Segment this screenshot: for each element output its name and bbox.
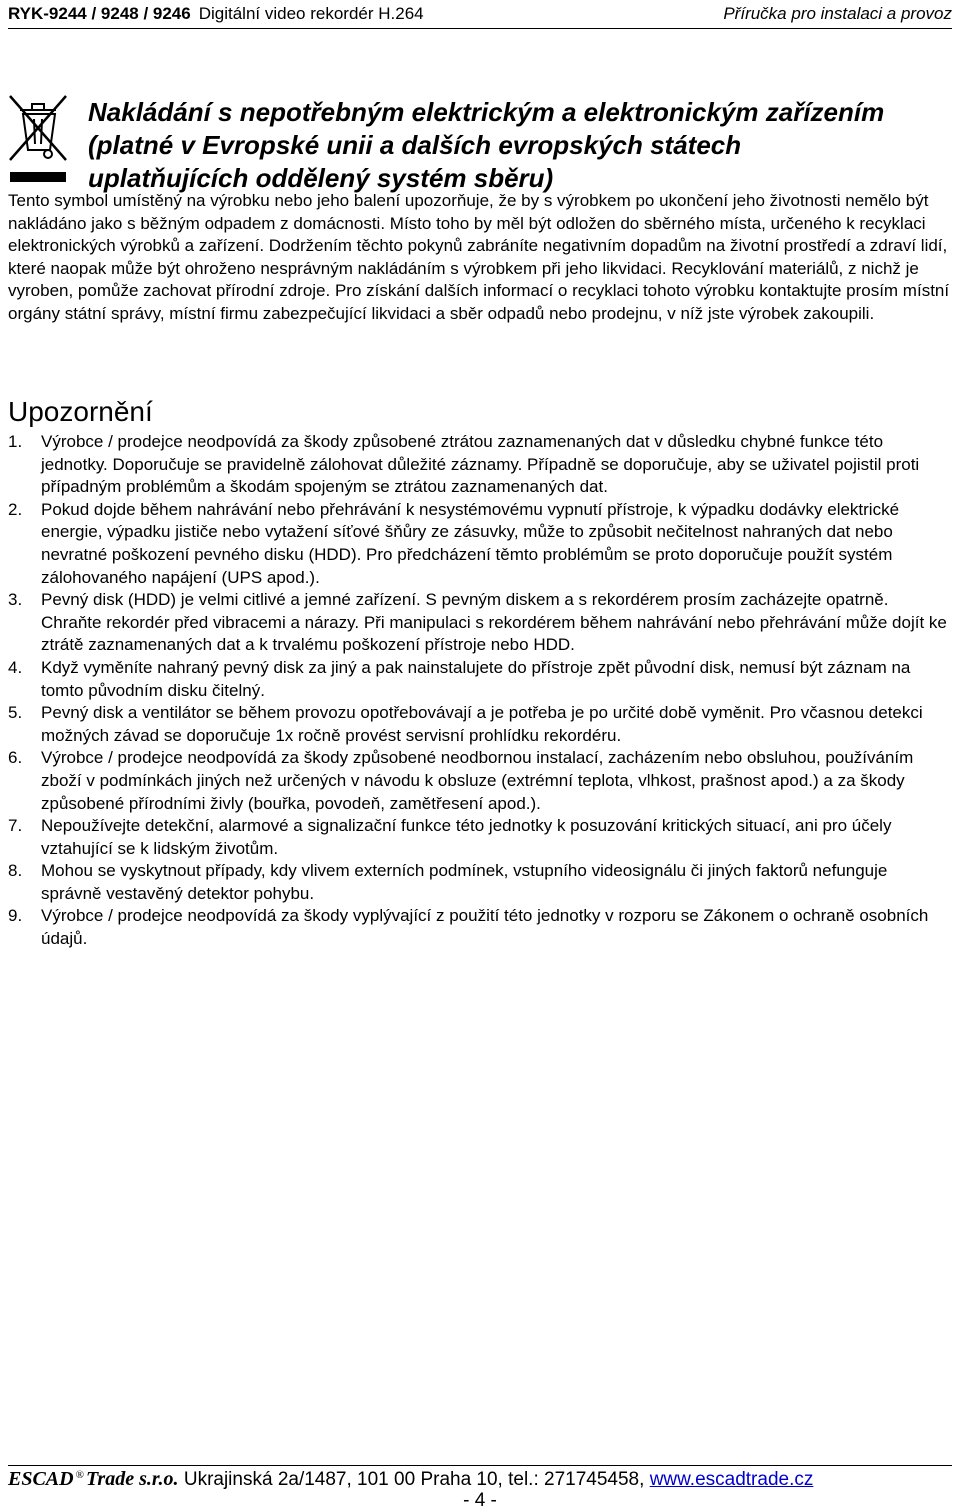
warning-number: 7.: [8, 816, 23, 836]
warning-item: [8, 905, 952, 950]
weee-title-line: Nakládání s nepotřebným elektrickým a elektronickým zařízením: [88, 97, 885, 127]
weee-title: [88, 96, 948, 195]
warning-number: 2.: [8, 499, 23, 519]
warning-number: 9.: [8, 906, 23, 926]
crossed-out-wheelie-bin-icon: [6, 94, 70, 184]
page-header: [8, 0, 952, 29]
warning-item: [8, 499, 952, 589]
warning-item: [8, 589, 952, 657]
registered-mark: ®: [75, 1468, 84, 1481]
warning-number: 5.: [8, 703, 23, 723]
warnings-list: [8, 431, 952, 951]
website-link[interactable]: www.escadtrade.cz: [649, 1469, 814, 1490]
warning-number: 8.: [8, 861, 23, 881]
warning-text: Pevný disk a ventilátor se během provozu opotřebovávají a je potřeba je po určité době vyměnit. Pro včasnou detekci možných závad se doporučuje 1x ročně provést servisní prohlídku rekordéru.: [41, 703, 923, 745]
warning-item: [8, 657, 952, 702]
warning-item: [8, 747, 952, 815]
weee-title-line: (platné v Evropské unii a dalších evropských státech: [88, 130, 742, 160]
warning-text: Výrobce / prodejce neodpovídá za škody způsobené neodbornou instalací, zacházením nebo obsluhou, používáním zboží v podmínkách jiných než určených v návodu k obsluze (extrémní teplota, vlhkost, prašnost apod.) a za škody způsobené přírodními živly (bouřka, povodeň, zamětřesení apod.).: [41, 748, 914, 813]
page-footer: [8, 1465, 952, 1491]
warning-item: [8, 702, 952, 747]
warning-item: [8, 815, 952, 860]
header-models: RYK-9244 / 9248 / 9246: [8, 4, 191, 23]
header-product: Digitální video rekordér H.264: [198, 4, 424, 23]
warnings-heading: Upozornění: [8, 396, 153, 427]
warning-item: [8, 431, 952, 499]
warning-text: Výrobce / prodejce neodpovídá za škody způsobené ztrátou zaznamenaných dat v důsledku chybné funkce této jednotky. Doporučuje se pravidelně zálohovat důležité záznamy. Případně se doporučuje, aby se uživatel pojistil proti případným problémům a škodám spojeným se ztrátou zaznamenaných dat.: [41, 432, 920, 497]
warning-text: Pevný disk (HDD) je velmi citlivé a jemné zařízení. S pevným diskem a s rekordérem prosím zacházejte opatrně. Chraňte rekordér před vibracemi a nárazy. Při manipulaci s rekordérem během nahrávání nebo přehrávání může dojít ke ztrátě zaznamenaných dat a k trvalému poškození přístroje nebo HDD.: [41, 590, 947, 655]
weee-paragraph: Tento symbol umístěný na výrobku nebo jeho balení upozorňuje, že by s výrobkem po ukončení jeho životnosti nemělo být nakládáno jako s běžným odpadem z domácnosti. Místo toho by měl být odložen do sběrného místa, určeného k recyklaci elektronických výrobků a zařízení. Dodržením těchto pokynů zabráníte negativním dopadům na životní prostředí a zdraví lidí, které naopak může být ohroženo nesprávným nakládáním s výrobkem při jeho likvidaci. Recyklování materiálů, z nichž je vyroben, pomůže zachovat přírodní zdroje. Pro získání dalších informací o recyklaci tohoto výrobku kontaktujte prosím místní orgány státní správy, místní firmu zabezpečující likvidaci a sběr odpadů nebo prodejnu, v níž jste výrobek zakoupili.: [8, 191, 950, 323]
warning-item: [8, 860, 952, 905]
warning-text: Pokud dojde během nahrávání nebo přehrávání k nesystémovému vypnutí přístroje, k výpadku dodávky elektrické energie, výpadku jističe nebo vytažení síťové šňůry ze zásuvky, může to způsobit nečitelnost nahraných dat nebo nevratné poškození pevného disku (HDD). Pro předcházení těmto problémům se proto doporučuje použít systém zálohovaného napájení (UPS apod.).: [41, 499, 900, 587]
warning-text: Nepoužívejte detekční, alarmové a signalizační funkce této jednotky k posuzování kritických situací, ani pro účely vztahující se k lidským životům.: [41, 816, 892, 858]
warning-text: Když vyměníte nahraný pevný disk za jiný a pak nainstalujete do přístroje zpět původní disk, nemusí být záznam na tomto původním disku čitelný.: [41, 657, 911, 700]
warning-text: Výrobce / prodejce neodpovídá za škody vyplývající z použití této jednotky v rozporu se Zákonem o ochraně osobních údajů.: [41, 906, 929, 949]
company-address: Ukrajinská 2a/1487, 101 00 Praha 10, tel.: 271745458,: [183, 1469, 645, 1490]
warning-number: 3.: [8, 590, 23, 610]
warning-number: 4.: [8, 657, 23, 677]
company-name-rest: Trade s.r.o.: [85, 1468, 179, 1490]
warning-number: 6.: [8, 748, 23, 768]
page-number: - 4 -: [463, 1490, 497, 1511]
company-name-escad: ESCAD: [8, 1468, 74, 1490]
warning-text: Mohou se vyskytnout případy, kdy vlivem externích podmínek, vstupního videosignálu či jiných faktorů nefunguje správně vestavěný detektor pohybu.: [41, 861, 888, 903]
warning-number: 1.: [8, 432, 23, 451]
header-left: [8, 4, 424, 24]
weee-title-line: uplatňujících oddělený systém sběru): [88, 163, 554, 193]
header-manual-title: Příručka pro instalaci a provoz: [723, 4, 952, 23]
